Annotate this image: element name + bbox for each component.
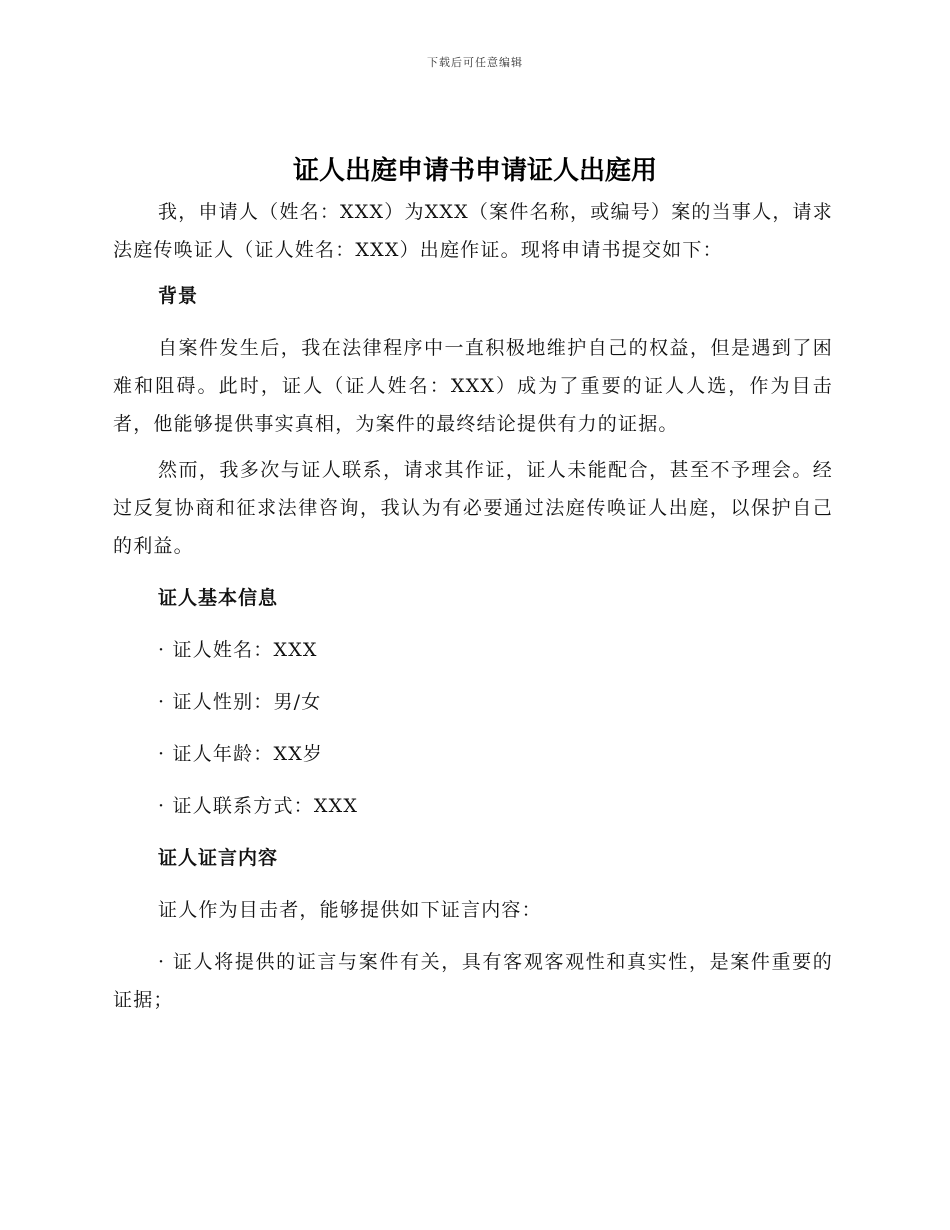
testimony-lead: 证人作为目击者，能够提供如下证言内容：	[158, 899, 542, 921]
witness-contact-item: · 证人联系方式：XXX	[158, 795, 359, 817]
document-body	[113, 193, 833, 1019]
spacer	[113, 443, 833, 451]
section-heading-background: 背景	[158, 285, 199, 307]
section-heading-testimony: 证人证言内容	[158, 847, 279, 869]
spacer	[113, 669, 833, 683]
spacer	[113, 269, 833, 277]
spacer	[113, 773, 833, 787]
section-heading-witness-info: 证人基本信息	[158, 587, 279, 609]
spacer	[113, 929, 833, 943]
witness-age-item: · 证人年龄：XX岁	[158, 743, 324, 765]
document-title: 证人出庭申请书申请证人出庭用	[292, 156, 657, 186]
intro-paragraph: 我，申请人（姓名：XXX）为XXX（案件名称，或编号）案的当事人，请求法庭传唤证人（证人姓名：XXX）出庭作证。现将申请书提交如下：	[113, 201, 833, 261]
background-paragraph: 自案件发生后，我在法律程序中一直积极地维护自己的权益，但是遇到了困难和阻碍。此时，证人（证人姓名：XXX）成为了重要的证人人选，作为目击者，他能够提供事实真相，为案件的最终结论提供有力的证据。	[113, 337, 833, 435]
spacer	[113, 315, 833, 329]
spacer	[113, 721, 833, 735]
spacer	[113, 565, 833, 579]
witness-gender-item: · 证人性别：男/女	[158, 691, 322, 713]
spacer	[113, 877, 833, 891]
witness-name-item: · 证人姓名：XXX	[158, 639, 318, 661]
header-note: 下载后可任意编辑	[427, 56, 523, 69]
spacer	[113, 825, 833, 839]
background-paragraph: 然而，我多次与证人联系，请求其作证，证人未能配合，甚至不予理会。经过反复协商和征求法律咨询，我认为有必要通过法庭传唤证人出庭，以保护自己的利益。	[113, 459, 833, 557]
testimony-item: · 证人将提供的证言与案件有关，具有客观客观性和真实性，是案件重要的证据；	[113, 951, 833, 1011]
spacer	[113, 617, 833, 631]
